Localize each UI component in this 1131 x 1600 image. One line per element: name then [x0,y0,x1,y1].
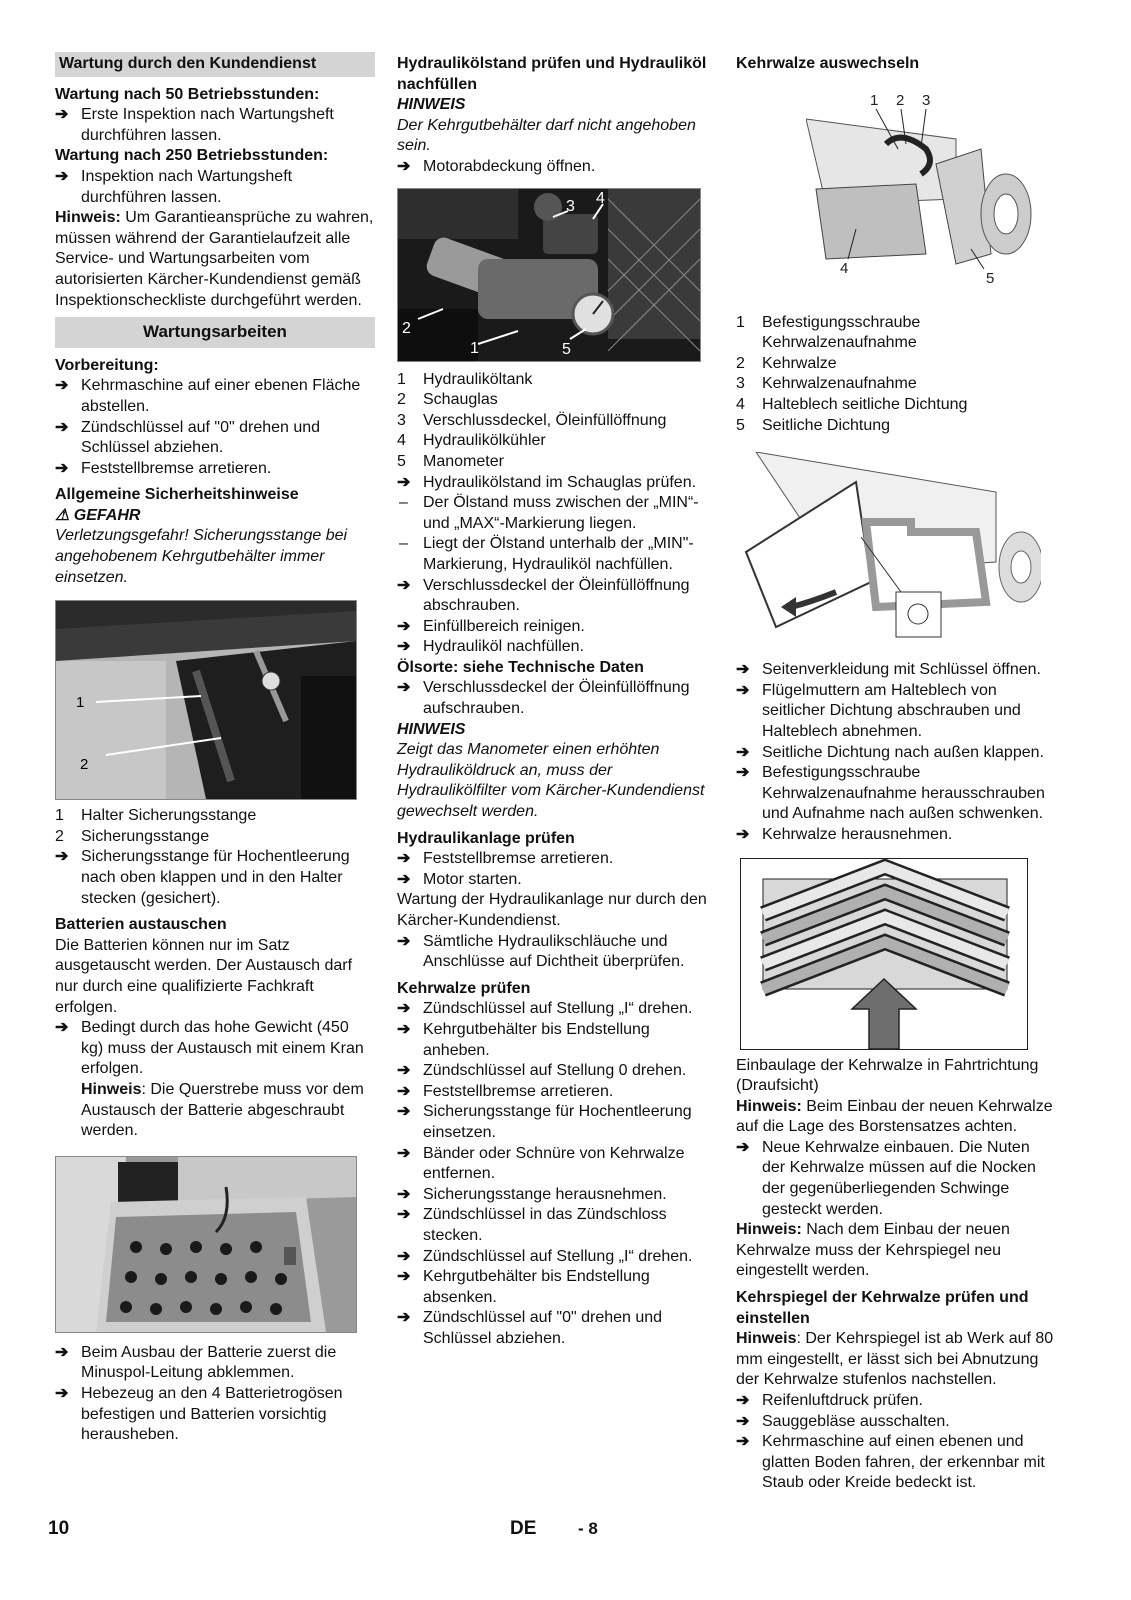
heading-kehrwalze-auswechseln: Kehrwalze auswechseln [736,55,920,72]
gefahr-label [55,506,375,527]
legend-item-5 [736,416,1056,437]
legend-item-2 [397,390,712,411]
legend-item-3 [736,374,1056,395]
legend-number: 3 [736,375,745,393]
figure-label-2: 2 [402,319,411,337]
figure-label-1: 1 [76,694,85,712]
figure-label-1: 1 [870,91,879,109]
legend-number: 3 [397,411,406,429]
legend-text: Schauglas [423,391,498,409]
step-sicherungsstange: ➔ Sicherungsstange für Hochentleerung nach oben klappen und in den Halter stecken (gesichert). [55,847,375,909]
step-kehrwalze-8: ➔ Zündschlüssel in das Zündschloss stecken. [397,1205,712,1246]
figure-label-5: 5 [562,340,571,358]
legend-item-2 [55,827,375,848]
section-title-wartungsarbeiten: Wartungsarbeiten [55,317,375,348]
legend-text: Manometer [423,452,504,470]
legend-text: Kehrwalze [762,354,837,372]
hinweis-text: Nach dem Einbau der neuen Kehrwalze muss der Kehrspiegel neu eingestellt werden. [736,1221,1010,1280]
hinweis-label: Hinweis: [55,209,121,227]
page-number: 10 [48,1518,70,1539]
language-code: DE [510,1518,537,1539]
step-aufschrauben: ➔ Verschlussdeckel der Öleinfüllöffnung aufschrauben. [397,678,712,719]
hinweis-borstensatz [736,1097,1056,1138]
heading-kehrwalze-pruefen: Kehrwalze prüfen [397,979,531,997]
legend-item-1 [55,806,375,827]
step-kehrspiegel-3: ➔ Kehrmaschine auf einen ebenen und glatten Boden fahren, der erkennbar mit Staub oder Kreide bedeckt ist. [736,1432,1056,1494]
legend-number: 5 [397,452,406,470]
step-kehrwalze-10: ➔ Kehrgutbehälter bis Endstellung absenken. [397,1267,712,1308]
step-kehrwalze-7: ➔ Sicherungsstange herausnehmen. [397,1185,712,1206]
hinweis-text: Um Garantieansprüche zu wahren, müssen während der Garantielaufzeit alle Service- und Wartungsarbeiten vom autorisierten Kärcher-Kundendienst gemäß Inspektionscheckliste durchgeführt werden. [55,209,374,309]
hinweis-label: Hinweis [81,1080,142,1098]
heading-batterien: Batterien austauschen [55,916,227,934]
legend-number: 1 [55,807,64,825]
step-motorabdeckung: ➔ Motorabdeckung öffnen. [397,157,712,178]
hinweis2-text: Zeigt das Manometer einen erhöhten Hydrauliköldruck an, muss der Hydraulikölfilter vom Kärcher-Kundendienst gewechselt werden. [397,741,705,821]
legend-item-5 [397,452,712,473]
step-auswechseln-2: ➔ Flügelmuttern am Halteblech von seitlicher Dichtung abschrauben und Halteblech abnehmen. [736,681,1056,743]
legend-text: Hydraulikölkühler [423,432,546,450]
step-kehrspiegel-2: ➔ Sauggebläse ausschalten. [736,1412,1056,1433]
step-auswechseln-5: ➔ Kehrwalze herausnehmen. [736,825,1056,846]
figure-kehrwalze-2 [736,452,1041,642]
heading-sicherheit: Allgemeine Sicherheitshinweise [55,486,299,504]
photo-hydraulik [398,189,700,361]
step-einbauen: ➔ Neue Kehrwalze einbauen. Die Nuten der Kehrwalze müssen auf die Nocken der gegenüberliegenden Schwinge gesteckt werden. [736,1138,1056,1220]
step-anlage-2: ➔ Motor starten. [397,870,712,891]
hinweis-label: Hinweis: [736,1097,802,1115]
figure-kehrwalze-1 [806,89,1036,289]
step-kehrwalze-5: ➔ Sicherungsstange für Hochentleerung einsetzen. [397,1102,712,1143]
step-kehrwalze-2: ➔ Kehrgutbehälter bis Endstellung anheben. [397,1020,712,1061]
note-oelstand-2: – Liegt der Ölstand unterhalb der „MIN"-Markierung, Hydrauliköl nachfüllen. [397,534,712,575]
legend-number: 1 [397,370,406,388]
step-oel-1: ➔ Verschlussdeckel der Öleinfüllöffnung abschrauben. [397,576,712,617]
legend-item-4 [397,431,712,452]
figure-batterie [55,1156,357,1333]
step-kehrspiegel-1: ➔ Reifenluftdruck prüfen. [736,1391,1056,1412]
gefahr-text-label: GEFAHR [73,506,141,524]
step-oel-2: ➔ Einfüllbereich reinigen. [397,617,712,638]
step-hebezeug: ➔ Hebezeug an den 4 Batterietrogösen befestigen und Batterien vorsichtig herausheben. [55,1384,375,1446]
anlage-text: Wartung der Hydraulikanlage nur durch den Kärcher-Kundendienst. [397,891,707,929]
legend-item-4 [736,395,1056,416]
legend-number: 2 [736,354,745,372]
figure-hydraulik [397,188,701,362]
step-kehrwalze-6: ➔ Bänder oder Schnüre von Kehrwalze entfernen. [397,1144,712,1185]
figure-label-2: 2 [896,91,905,109]
step-vorbereitung-3: ➔ Feststellbremse arretieren. [55,459,375,480]
heading-hydraulikoel: Hydraulikölstand prüfen und Hydrauliköl nachfüllen [397,55,707,93]
sub-page-number: - 8 [578,1519,598,1538]
legend-text: Halter Sicherungsstange [81,807,257,825]
heading-hydraulikanlage: Hydraulikanlage prüfen [397,829,575,847]
hinweis2-label: HINWEIS [397,720,466,738]
step-minuspol: ➔ Beim Ausbau der Batterie zuerst die Minuspol-Leitung abklemmen. [55,1343,375,1384]
hinweis-label: Hinweis: [736,1221,802,1239]
legend-item-1 [736,313,1056,354]
warning-triangle-icon: ⚠ [55,506,70,524]
step-schlaeuche: ➔ Sämtliche Hydraulikschläuche und Anschlüsse auf Dichtheit überprüfen. [397,932,712,973]
legend-number: 5 [736,416,745,434]
batterien-text: Die Batterien können nur im Satz ausgetauscht werden. Der Austausch darf nur durch eine qualifizierte Fachkraft erfolgen. [55,936,353,1016]
step-kehrwalze-11: ➔ Zündschlüssel auf "0" drehen und Schlüssel abziehen. [397,1308,712,1349]
column-3 [736,52,1056,1494]
drawing-seitenverkleidung [736,452,1041,642]
hinweis-garantie [55,208,375,311]
step-vorbereitung-1: ➔ Kehrmaschine auf einer ebenen Fläche abstellen. [55,376,375,417]
gefahr-text: Verletzungsgefahr! Sicherungsstange bei angehobenem Kehrgutbehälter immer einsetzen. [55,527,348,586]
legend-text: Halteblech seitliche Dichtung [762,395,968,413]
legend-text: Befestigungsschraube Kehrwalzenaufnahme [762,313,921,352]
step-anlage-1: ➔ Feststellbremse arretieren. [397,849,712,870]
step-vorbereitung-2: ➔ Zündschlüssel auf "0" drehen und Schlüssel abziehen. [55,418,375,459]
legend-number: 2 [397,391,406,409]
legend-text: Verschlussdeckel, Öleinfüllöffnung [423,411,667,429]
heading-kehrspiegel: Kehrspiegel der Kehrwalze prüfen und einstellen [736,1289,1029,1327]
legend-number: 1 [736,313,745,331]
hinweis-text: : Die Querstrebe muss vor dem Austausch der Batterie abgeschraubt werden. [81,1080,364,1140]
step-kehrwalze-3: ➔ Zündschlüssel auf Stellung 0 drehen. [397,1061,712,1082]
figure-label-5: 5 [986,269,995,287]
step-250h: ➔ Inspektion nach Wartungsheft durchführen lassen. [55,167,375,208]
step-kehrwalze-1: ➔ Zündschlüssel auf Stellung „I“ drehen. [397,999,712,1020]
step-auswechseln-1: ➔ Seitenverkleidung mit Schlüssel öffnen. [736,660,1056,681]
figure-label-3: 3 [566,197,575,215]
step-50h: ➔ Erste Inspektion nach Wartungsheft durchführen lassen. [55,105,375,146]
figure-label-3: 3 [922,91,931,109]
hinweis-label: HINWEIS [397,96,466,114]
hinweis-kehrspiegel-neu [736,1220,1056,1282]
hinweis-text: : Der Kehrspiegel ist ab Werk auf 80 mm eingestellt, er lässt sich bei Abnutzung der Kehrwalze stufenlos nachstellen. [736,1330,1054,1389]
legend-item-2 [736,354,1056,375]
step-kehrwalze-9: ➔ Zündschlüssel auf Stellung „I“ drehen. [397,1247,712,1268]
step-oel-3: ➔ Hydrauliköl nachfüllen. [397,637,712,658]
figure-einbaulage [740,858,1028,1050]
legend-text: Sicherungsstange [81,827,210,845]
column-2 [397,52,712,1349]
figure-label-4: 4 [596,189,605,207]
legend-item-3 [397,411,712,432]
photo-batterie [56,1157,356,1332]
batterien-hinweis [55,1080,375,1142]
figure-label-4: 4 [840,259,849,277]
figure-label-1: 1 [470,339,479,357]
step-schauglas: ➔ Hydraulikölstand im Schauglas prüfen. [397,473,712,494]
legend-text: Hydrauliköltank [423,370,533,388]
heading-vorbereitung: Vorbereitung: [55,356,159,374]
heading-250h: Wartung nach 250 Betriebsstunden: [55,147,329,165]
step-auswechseln-4: ➔ Befestigungsschraube Kehrwalzenaufnahme herausschrauben und Aufnahme nach außen schwenken. [736,763,1056,825]
figure-label-2: 2 [80,756,89,774]
hinweis-kehrspiegel-werk [736,1329,1056,1391]
section-title-kundendienst: Wartung durch den Kundendienst [55,52,375,77]
step-kehrwalze-4: ➔ Feststellbremse arretieren. [397,1082,712,1103]
legend-item-1 [397,370,712,391]
einbaulage-caption: Einbaulage der Kehrwalze in Fahrtrichtung (Draufsicht) [736,1056,1039,1095]
drawing-kehrwalze [806,89,1036,289]
oelsorte: Ölsorte: siehe Technische Daten [397,658,644,676]
note-oelstand-1: – Der Ölstand muss zwischen der „MIN“- und „MAX“-Markierung liegen. [397,493,712,534]
legend-number: 4 [736,395,745,413]
legend-text: Seitliche Dichtung [762,416,891,434]
hinweis-label: Hinweis [736,1330,797,1348]
figure-sicherungsstange [55,600,357,800]
heading-50h: Wartung nach 50 Betriebsstunden: [55,85,320,103]
step-batterien: ➔ Bedingt durch das hohe Gewicht (450 kg) muss der Austausch mit einem Kran erfolgen. [55,1018,375,1080]
column-1 [55,52,375,1446]
legend-number: 4 [397,432,406,450]
step-auswechseln-3: ➔ Seitliche Dichtung nach außen klappen. [736,743,1056,764]
photo-sicherungsstange [56,601,356,799]
hinweis-text: Beim Einbau der neuen Kehrwalze auf die Lage des Borstensatzes achten. [736,1097,1053,1136]
legend-number: 2 [55,827,64,845]
drawing-borstensatz [741,859,1027,1049]
legend-text: Kehrwalzenaufnahme [762,375,917,393]
hinweis-text: Der Kehrgutbehälter darf nicht angehoben sein. [397,116,696,155]
